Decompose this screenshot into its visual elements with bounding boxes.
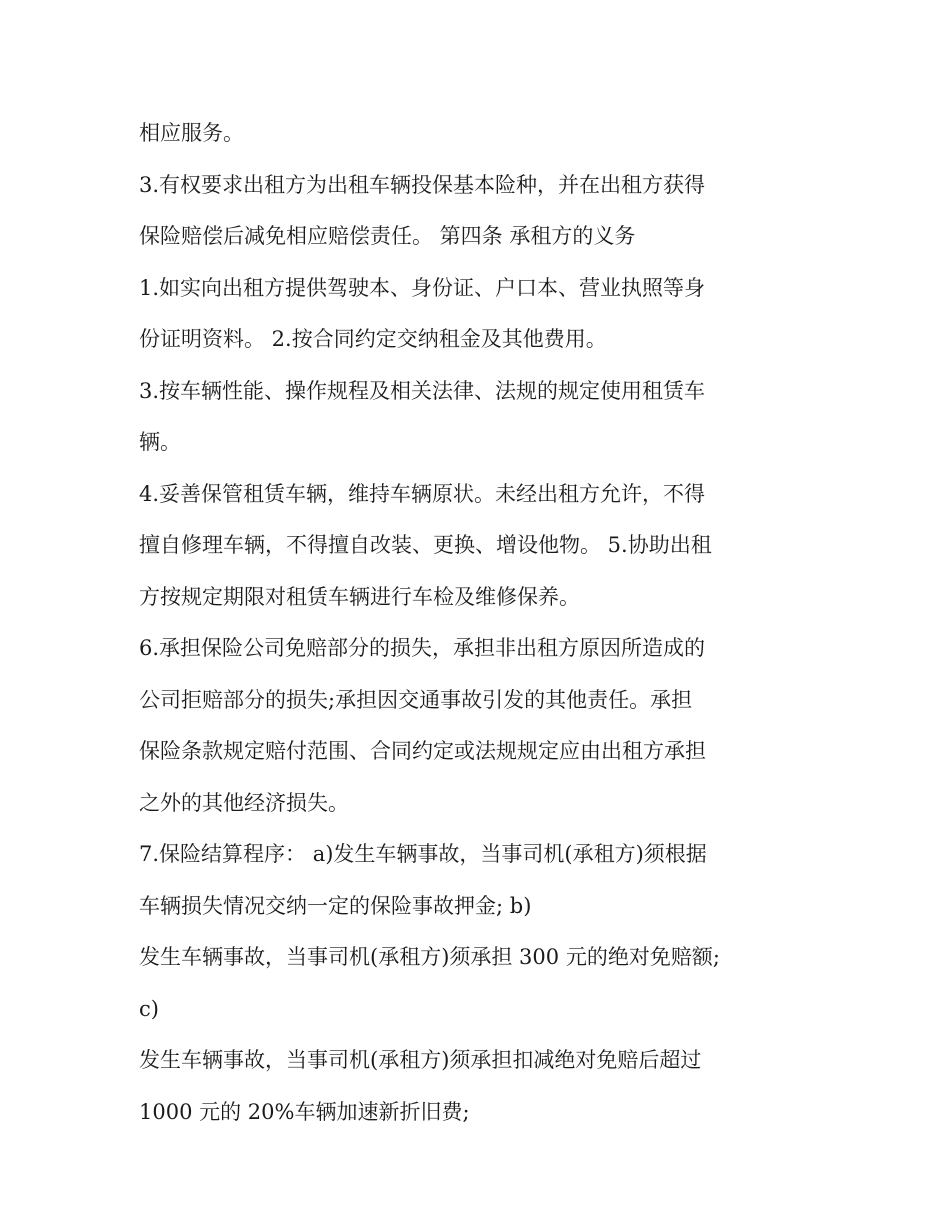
text-line: 7.保险结算程序： a)发生车辆事故，当事司机(承租方)须根据: [139, 842, 707, 866]
text-line: 保险赔偿后减免相应赔偿责任。 第四条 承租方的义务: [139, 224, 636, 248]
text-line: c): [139, 996, 159, 1021]
text-line: 方按规定期限对租赁车辆进行车检及维修保养。: [139, 584, 580, 609]
text-line: 份证明资料。 2.按合同约定交纳租金及其他费用。: [139, 327, 607, 351]
document-body: [139, 108, 829, 1138]
text-line: 之外的其他经济损失。: [139, 790, 349, 815]
text-line: 发生车辆事故，当事司机(承租方)须承担 300 元的绝对免赔额;: [139, 945, 720, 969]
text-line: 1000 元的 20%车辆加速新折旧费;: [139, 1099, 470, 1124]
text-line: 1.如实向出租方提供驾驶本、身份证、户口本、营业执照等身: [139, 275, 706, 300]
text-line: 擅自修理车辆，不得擅自改装、更换、增设他物。 5.协助出租: [139, 533, 712, 557]
text-line: 辆。: [139, 430, 181, 454]
text-line: 公司拒赔部分的损失;承担因交通事故引发的其他责任。承担: [139, 687, 693, 712]
text-line: 6.承担保险公司免赔部分的损失，承担非出租方原因所造成的: [139, 636, 706, 660]
text-line: 车辆损失情况交纳一定的保险事故押金; b): [139, 893, 532, 918]
text-line: 4.妥善保管租赁车辆，维持车辆原状。未经出租方允许，不得: [139, 481, 706, 506]
text-line: 发生车辆事故，当事司机(承租方)须承担扣减绝对免赔后超过: [139, 1048, 702, 1072]
text-line: 相应服务。: [139, 121, 244, 145]
text-line: 3.按车辆性能、操作规程及相关法律、法规的规定使用租赁车: [139, 378, 706, 403]
text-line: 3.有权要求出租方为出租车辆投保基本险种，并在出租方获得: [139, 172, 706, 197]
text-line: 保险条款规定赔付范围、合同约定或法规规定应由出租方承担: [139, 739, 706, 763]
